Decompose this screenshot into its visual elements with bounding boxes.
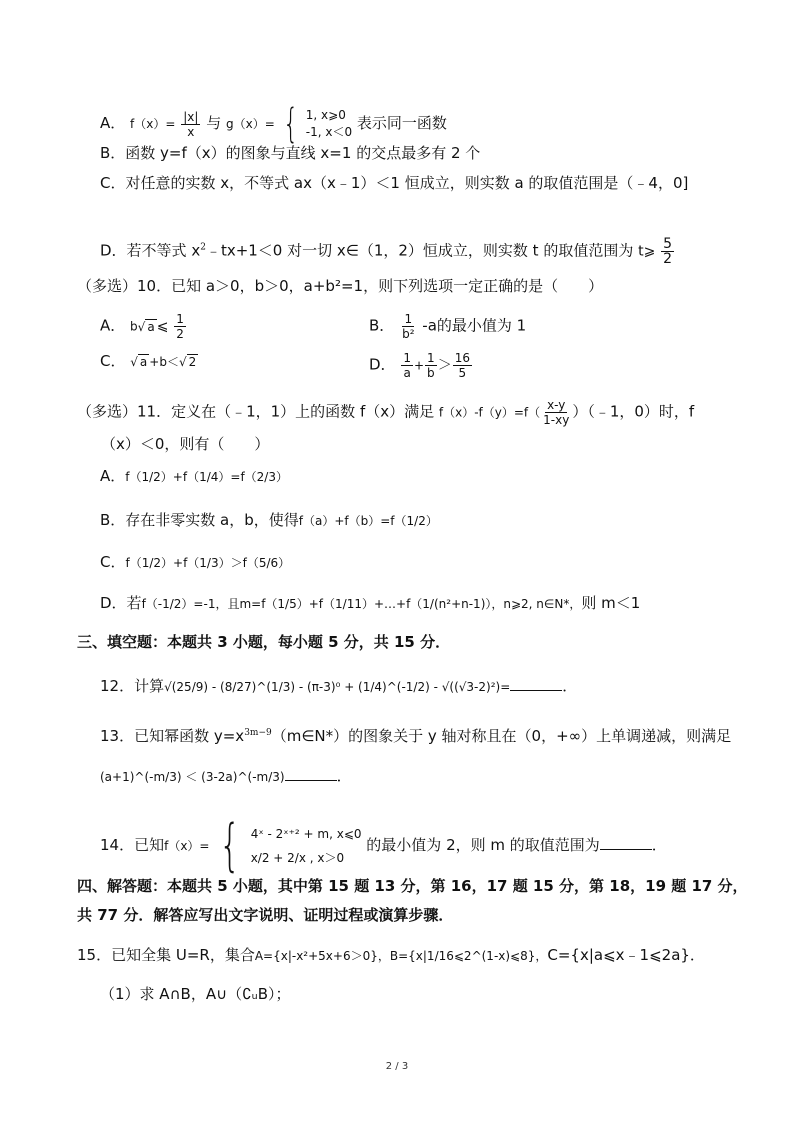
- q11-option-a: A．f（1/2）+f（1/4）=f（2/3）: [100, 467, 288, 485]
- fraction: $\frac{1}{2}$: [176, 312, 184, 341]
- q14: 14．已知f（x）= { 4ˣ - 2ˣ⁺² + m, x⩽0 x/2 + 2/x , x＞0 的最小值为 2，则 m 的取值范围为 ．: [100, 813, 667, 878]
- sqrt: √ 2: [178, 355, 197, 369]
- section-4-title-line2: 共 77 分．解答应写出文字说明、证明过程或演算步骤．: [77, 906, 454, 924]
- q15: 15．已知全集 U=R，集合A={x|-x²+5x+6＞0}，B={x|1/16⩽2^(1-x)⩽8}，C={x|a⩽x﹣1⩽2a}．: [77, 946, 705, 964]
- q9-option-d: D．若不等式 $x^2﹣tx+1<0$ 对一切 x∈（1，2）恒成立，则实数 t 的取值范围为 t⩾ $\frac{5}{2}$: [100, 236, 673, 267]
- section-3-title: 三、填空题：本题共 3 小题，每小题 5 分，共 15 分．: [77, 633, 451, 651]
- answer-blank: [600, 835, 652, 850]
- q10-stem: （多选）10．已知 a＞0，b＞0，a+b²=1，则下列选项一定正确的是（ ）: [77, 277, 604, 295]
- q11-option-c: C．f（1/2）+f（1/3）＞f（5/6）: [100, 553, 291, 571]
- page-number: 2 / 3: [385, 1061, 409, 1072]
- q11-stem: （多选）11．定义在（﹣1，1）上的函数 f（x）满足 f（x）-f（y）=f（ $\frac{x-y}{1-xy}$ ）（﹣1，0）时，f: [77, 398, 695, 427]
- fraction: $\frac{16}{5}$: [454, 351, 470, 380]
- fraction: $\frac{x-y}{1-xy}$: [543, 398, 570, 427]
- fraction: $\frac{1}{b}$: [427, 351, 435, 380]
- q11-stem-line2: （x）＜0，则有（ ）: [101, 435, 270, 453]
- q10-option-d: D． $\frac{1}{a}$ + $\frac{1}{b}$ ＞ $\frac{16}{5}$: [369, 351, 470, 380]
- sqrt: √ a: [130, 355, 148, 369]
- q9-option-a: A． f（x）= $\frac{|x|}{x}$ 与 g（x）= { 1, x⩾0 -1, x＜0 表示同一函数: [100, 101, 447, 147]
- q10-option-b: B． $\frac{1}{\text{b²}}$ -a的最小值为 1: [369, 312, 527, 341]
- fraction: $\frac{5}{2}$: [663, 236, 673, 267]
- q11-option-d: D．若f（-1/2）=-1，且m=f（1/5）+f（1/11）+…+f（1/(n²+n-1)），n⩾2, n∈N*，则 m＜1: [100, 594, 641, 612]
- piecewise-cases: 1, x⩾0 -1, x＜0: [305, 108, 353, 139]
- q15-part-1: （1）求 A∩B，A∪（∁ᵤB）；: [100, 985, 291, 1003]
- q9-option-b: B．函数 y=f（x）的图象与直线 x=1 的交点最多有 2 个: [100, 144, 481, 162]
- q13-line2: (a+1)^(-m/3) ＜ (3-2a)^(-m/3) ．: [100, 767, 352, 785]
- brace: {: [282, 101, 298, 147]
- fraction: $\frac{1}{a}$: [403, 351, 411, 380]
- q9-option-c: C．对任意的实数 x，不等式 ax（x﹣1）＜1 恒成立，则实数 a 的取值范围是（﹣4，0]: [100, 174, 689, 192]
- section-4-title: 四、解答题：本题共 5 小题，其中第 15 题 13 分，第 16，17 题 15 分，第 18，19 题 17 分，: [77, 877, 748, 895]
- fraction: $\frac{1}{\text{b²}}$: [402, 312, 415, 341]
- q13: 13．已知幂函数 $y=x^{3m-9}(m\in N*)$的图象关于 y 轴对称且在（0，+∞）上单调递减，则满足: [100, 727, 732, 745]
- answer-blank: [285, 766, 337, 781]
- q12: 12．计算√(25/9) - (8/27)^(1/3) - (π-3)⁰ + (1/4)^(-1/2) - √((√3-2)²)= ．: [100, 677, 578, 695]
- brace: {: [219, 813, 241, 878]
- q11-option-b: B．存在非零实数 a，b，使得f（a）+f（b）=f（1/2）: [100, 511, 438, 529]
- answer-blank: [510, 676, 562, 691]
- piecewise-cases: 4ˣ - 2ˣ⁺² + m, x⩽0 x/2 + 2/x , x＞0: [250, 827, 362, 865]
- q10-option-c: C． √ a +b＜√ 2: [100, 352, 197, 370]
- sqrt: √ a: [137, 319, 155, 334]
- q10-option-a: A． b√ a ⩽ $\frac{1}{2}$: [100, 312, 184, 341]
- fraction: $\frac{|x|}{x}$: [183, 109, 199, 139]
